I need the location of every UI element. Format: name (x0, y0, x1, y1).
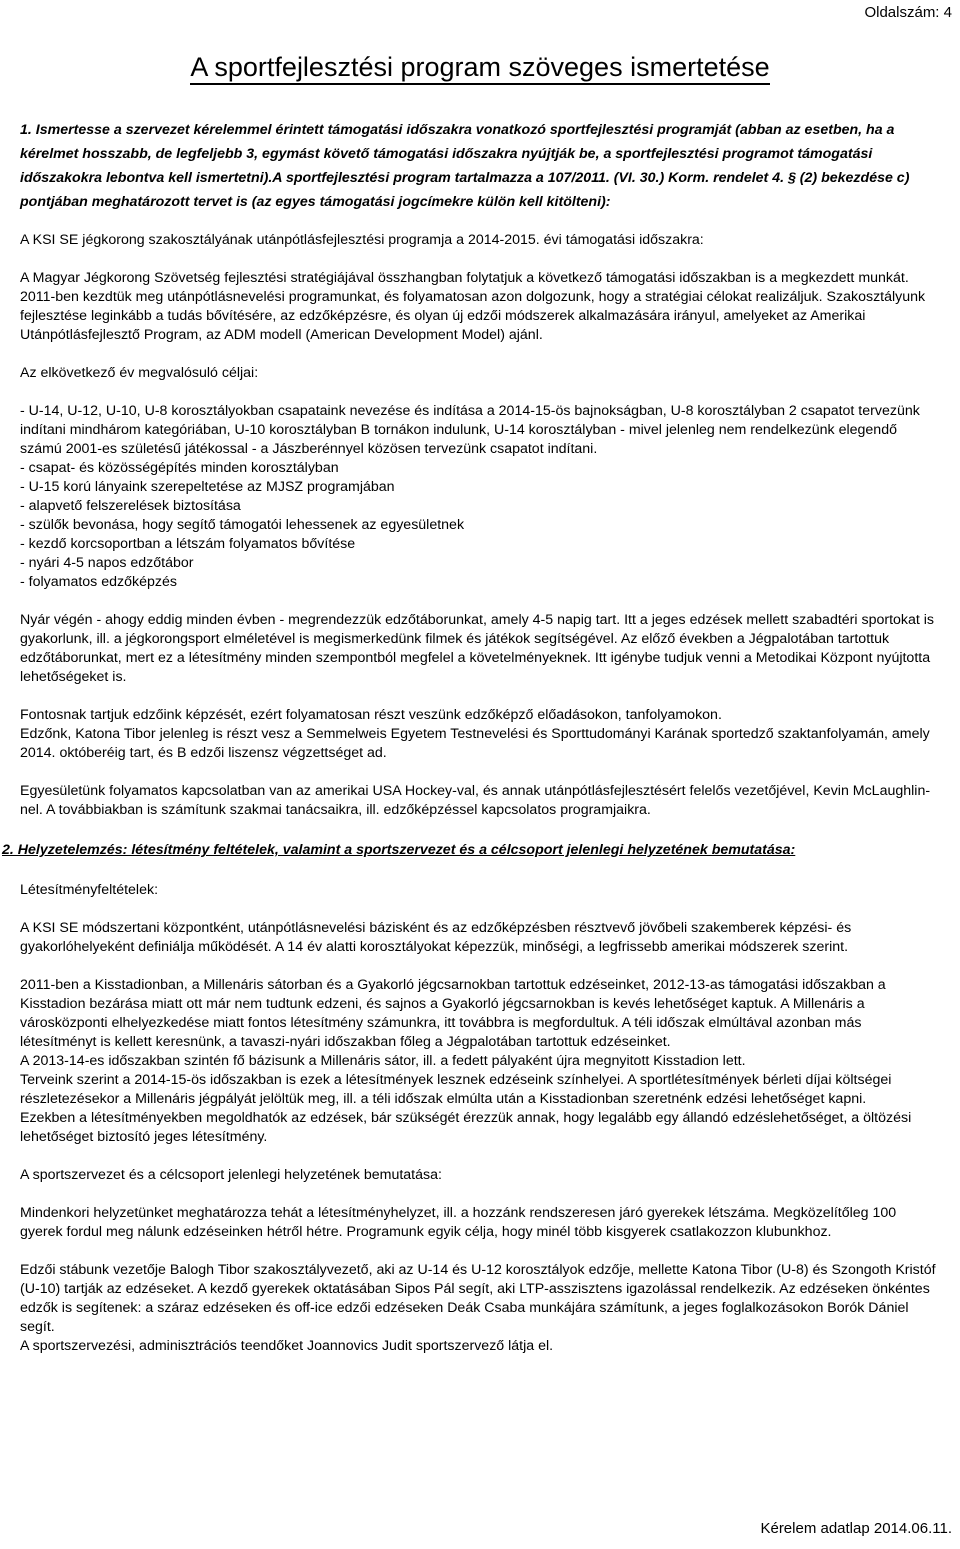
facilities-label: Létesítményfeltételek: (20, 882, 159, 898)
section-1-paragraph-2: Nyár végén - ahogy eddig minden évben - megrendezzük edzőtáborunkat, amely 4-5 napig tart. Itt a jeges edzések mellett szabadtéri sportokat is gyakorlunk, ill. a jégkorongsport elméletével is megismerkedünk filmek és játékok segítségével. Az előző években a Jégpalotában tartottuk edzőtáborunkat, mert ez a létesítmény minden szempontból megfelel a követelményeknek. Itt igénybe tudjuk venni a Metodikai Központ nyújtotta lehetőségeket is. (20, 612, 935, 685)
section-2-paragraph-2: 2011-ben a Kisstadionban, a Millenáris sátorban és a Gyakorló jégcsarnokban tartottuk edzéseinket, 2012-13-as támogatási időszakban a Kisstadion bezárása miatt ott már nem tudtunk edzeni, és sajnos a Gyakorló jégcsarnokban is kevés lehetőséget kaptuk. A Millenáris a városközponti elhelyezkedése miatt fontos létesítmény számunkra, itt továbbra is megfordultuk. A téli időszak elmúltával azonban más létesítményt is kellett keresnünk, a tavaszi-nyári időszakban főleg a Jégpalotában tartottuk edzéseinket. A 2013-14-es időszakban szintén fő bázisunk a Millenáris sátor, ill. a fedett pályaként újra megnyitott Kisstadion lett. Terveink szerint a 2014-15-ös időszakban is ezek a létesítmények lesznek edzéseink színhelyei. A sportlétesítmények bérleti díjai költségei részletezésekor a Millenáris jégpályát jelöltük meg, ill. a téli időszak elmúlta után a Kisstadionban szeretnénk edzési lehetőséget kapni. Ezekben a létesítményekben megoldhatók az edzések, bár szükségét érezzük annak, hogy legalább egy állandó edzéslehetőséget, a öltözési lehetőséget biztosító jeges létesítmény. (20, 977, 912, 1145)
section-1-paragraph-1: A Magyar Jégkorong Szövetség fejlesztési stratégiájával összhangban folytatjuk a következő támogatási időszakban is a megkezdett munkát. 2011-ben kezdtük meg utánpótlásnevelési programunkat, és folyamatosan azon dolgozunk, hogy a stratégiai célokat realizáljuk. Szakosztályunk fejlesztése leginkább a tudás bővítésére, az edzőképzésre, és olyan új edzői módszerek alkalmazására irányul, amelyeket az Amerikai Utánpótlásfejlesztő Program, az ADM modell (American Development Model) ajánl. (20, 270, 926, 343)
section-2-paragraph-1: A KSI SE módszertani központként, utánpótlásnevelési bázisként és az edzőképzésben résztvevő jövőbeli szakemberek képzési- és gyakorlóhelyeként definiálja működését. A 14 év alatti korosztályokat képezzük, minőségi, a legfrissebb amerikai módszerek szerint. (20, 920, 852, 955)
document-body (2, 118, 940, 1356)
page-title-text: A sportfejlesztési program szöveges ismertetése (190, 52, 769, 85)
section-2-heading: 2. Helyzetelemzés: létesítmény feltételek, valamint a sportszervezet és a célcsoport jelenlegi helyzetének bemutatása: (2, 842, 796, 858)
section-2-paragraph-4: Edzői stábunk vezetője Balogh Tibor szakosztályvezető, aki az U-14 és U-12 korosztályok edzője, mellette Katona Tibor (U-8) és Szongoth Kristóf (U-10) tartják az edzéseket. A kezdő gyerekek oktatásában Sipos Pál segít, aki LTP-asszisztens igazolással rendelkezik. Az edzéseken önkéntes edzők is segítenek: a száraz edzéseken és off-ice edzői edzéseken Deák Csaba munkájára számítunk, a jeges foglalkozásokon Borók Dániel segít. A sportszervezési, adminisztrációs teendőket Joannovics Judit sportszervező látja el. (20, 1262, 936, 1354)
status-label: A sportszervezet és a célcsoport jelenlegi helyzetének bemutatása: (20, 1167, 442, 1183)
section-1-paragraph-4: Egyesületünk folyamatos kapcsolatban van az amerikai USA Hockey-val, és annak utánpótlásfejlesztésért felelős vezetőjével, Kevin McLaughlin-nel. A továbbiakban is számítunk szakmai tanácsaikra, ill. edzőképzéssel kapcsolatos programjaikra. (20, 783, 931, 818)
section-1-heading: 1. Ismertesse a szervezet kérelemmel érintett támogatási időszakra vonatkozó sportfejlesztési programját (abban az esetben, ha a kérelmet hosszabb, de legfeljebb 3, egymást követő támogatási időszakra nyújtják be, a sportfejlesztési programot támogatási időszakokra lebontva kell ismertetni).A sportfejlesztési program tartalmazza a 107/2011. (VI. 30.) Korm. rendelet 4. § (2) bekezdése c) pontjában meghatározott tervet is (az egyes támogatási jogcímekre külön kell kitölteni): (20, 122, 910, 210)
page-title (0, 52, 960, 83)
program-intro: A KSI SE jégkorong szakosztályának utánpótlásfejlesztési programja a 2014-2015. évi támogatási időszakra: (20, 232, 704, 248)
footer-form-date: Kérelem adatlap 2014.06.11. (760, 1520, 952, 1537)
section-1-paragraph-3: Fontosnak tartjuk edzőink képzését, ezért folyamatosan részt veszünk edzőképző előadásokon, tanfolyamokon. Edzőnk, Katona Tibor jelenleg is részt vesz a Semmelweis Egyetem Testnevelési és Sporttudományi Karának sportedző szaktanfolyamán, amely 2014. októberéig tart, és B edzői liszensz végzettséget ad. (20, 707, 930, 761)
goals-label: Az elkövetkező év megvalósuló céljai: (20, 365, 259, 381)
page-number: Oldalszám: 4 (864, 4, 952, 21)
goals-list: - U-14, U-12, U-10, U-8 korosztályokban csapataink nevezése és indítása a 2014-15-ös bajnokságban, U-8 korosztályban 2 csapatot tervezünk indítani mindhárom kategóriában, U-10 korosztályban B tornákon indulunk, U-14 korosztályban - mivel jelenleg nem rendelkezünk elegendő számú 2001-es születésű játékossal - a Jászberénnyel közösen tervezünk csapatot indítani. - csapat- és közösségépítés minden korosztályban - U-15 korú lányaink szerepeltetése az MJSZ programjában - alapvető felszerelések biztosítása - szülők bevonása, hogy segítő támogatói lehessenek az egyesületnek - kezdő korcsoportban a létszám folyamatos bővítése - nyári 4-5 napos edzőtábor - folyamatos edzőképzés (20, 403, 920, 590)
section-2-paragraph-3: Mindenkori helyzetünket meghatározza tehát a létesítményhelyzet, ill. a hozzánk rendszeresen járó gyerekek létszáma. Megközelítőleg 100 gyerek fordul meg nálunk edzéseinken hétről hétre. Programunk egyik célja, hogy minél több kisgyerek csatlakozzon klubunkhoz. (20, 1205, 897, 1240)
